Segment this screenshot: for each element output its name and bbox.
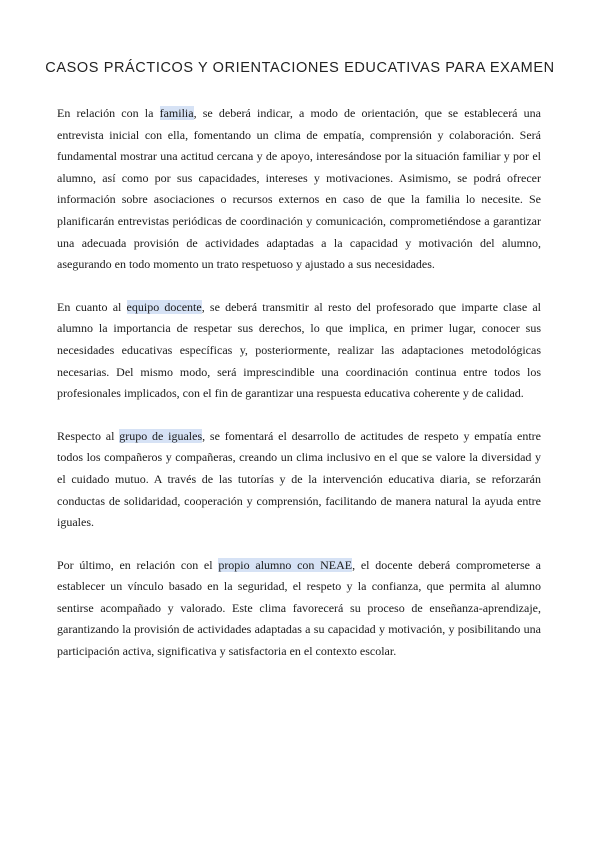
paragraph-equipo-docente [57, 297, 541, 405]
document-body [57, 103, 541, 684]
highlighted-term: grupo de iguales [119, 428, 203, 443]
paragraph-text: , se deberá indicar, a modo de orientación, que se establecerá una entrevista inicial con ella, fomentando un clima de empatía, comprensión y colaboración. Será fundamental mostrar una actitud cercana y de apoyo, interesándose por la situación familiar y por el alumno, así como por sus capacidades, intereses y motivaciones. Asimismo, se podrá ofrecer información sobre asociaciones o recursos externos en caso de que la familia lo necesite. Se planificarán entrevistas periódicas de coordinación y comunicación, comprometiéndose a garantizar una adecuada provisión de actividades adaptadas a la capacidad y motivación del alumno, asegurando en todo momento un trato respetuoso y ajustado a sus necesidades. [57, 106, 541, 272]
highlighted-term: familia [159, 106, 194, 120]
paragraph-familia [57, 103, 541, 276]
paragraph-text: , se fomentará el desarrollo de actitudes de respeto y empatía entre todos los compañeros y compañeras, creando un clima inclusivo en el que se valore la diversidad y el cuidado mutuo. A través de las tutorías y de la intervención educativa diaria, se reforzarán conductas de solidaridad, cooperación y comprensión, facilitando de manera natural la ayuda entre iguales. [57, 428, 541, 530]
paragraph-alumno-neae [57, 555, 541, 663]
paragraph-text: Por último, en relación con el [57, 557, 219, 572]
paragraph-text: , el docente deberá comprometerse a establecer un vínculo basado en la seguridad, el respeto y la confianza, que permita al alumno sentirse acompañado y valorado. Este clima favorecerá su proceso de enseñanza-aprendizaje, garantizando la provisión de actividades adaptadas a su capacidad y motivación, y posibilitando una participación activa, significativa y satisfactoria en el contexto escolar. [57, 557, 541, 659]
paragraph-grupo-iguales [57, 426, 541, 534]
paragraph-text: En cuanto al [57, 299, 127, 314]
paragraph-text: En relación con la [57, 106, 160, 120]
paragraph-text: , se deberá transmitir al resto del profesorado que imparte clase al alumno la importancia de respetar sus derechos, lo que implica, en primer lugar, conocer sus necesidades educativas específicas y, posteriormente, realizar las adaptaciones metodológicas necesarias. Del mismo modo, será imprescindible una coordinación continua entre todos los profesionales implicados, con el fin de garantizar una respuesta educativa coherente y de calidad. [57, 299, 541, 401]
paragraph-text: Respecto al [57, 428, 120, 443]
document-title: CASOS PRÁCTICOS Y ORIENTACIONES EDUCATIVAS PARA EXAMEN [45, 60, 555, 76]
highlighted-term: equipo docente [126, 299, 202, 314]
highlighted-term: propio alumno con NEAE [218, 557, 353, 572]
